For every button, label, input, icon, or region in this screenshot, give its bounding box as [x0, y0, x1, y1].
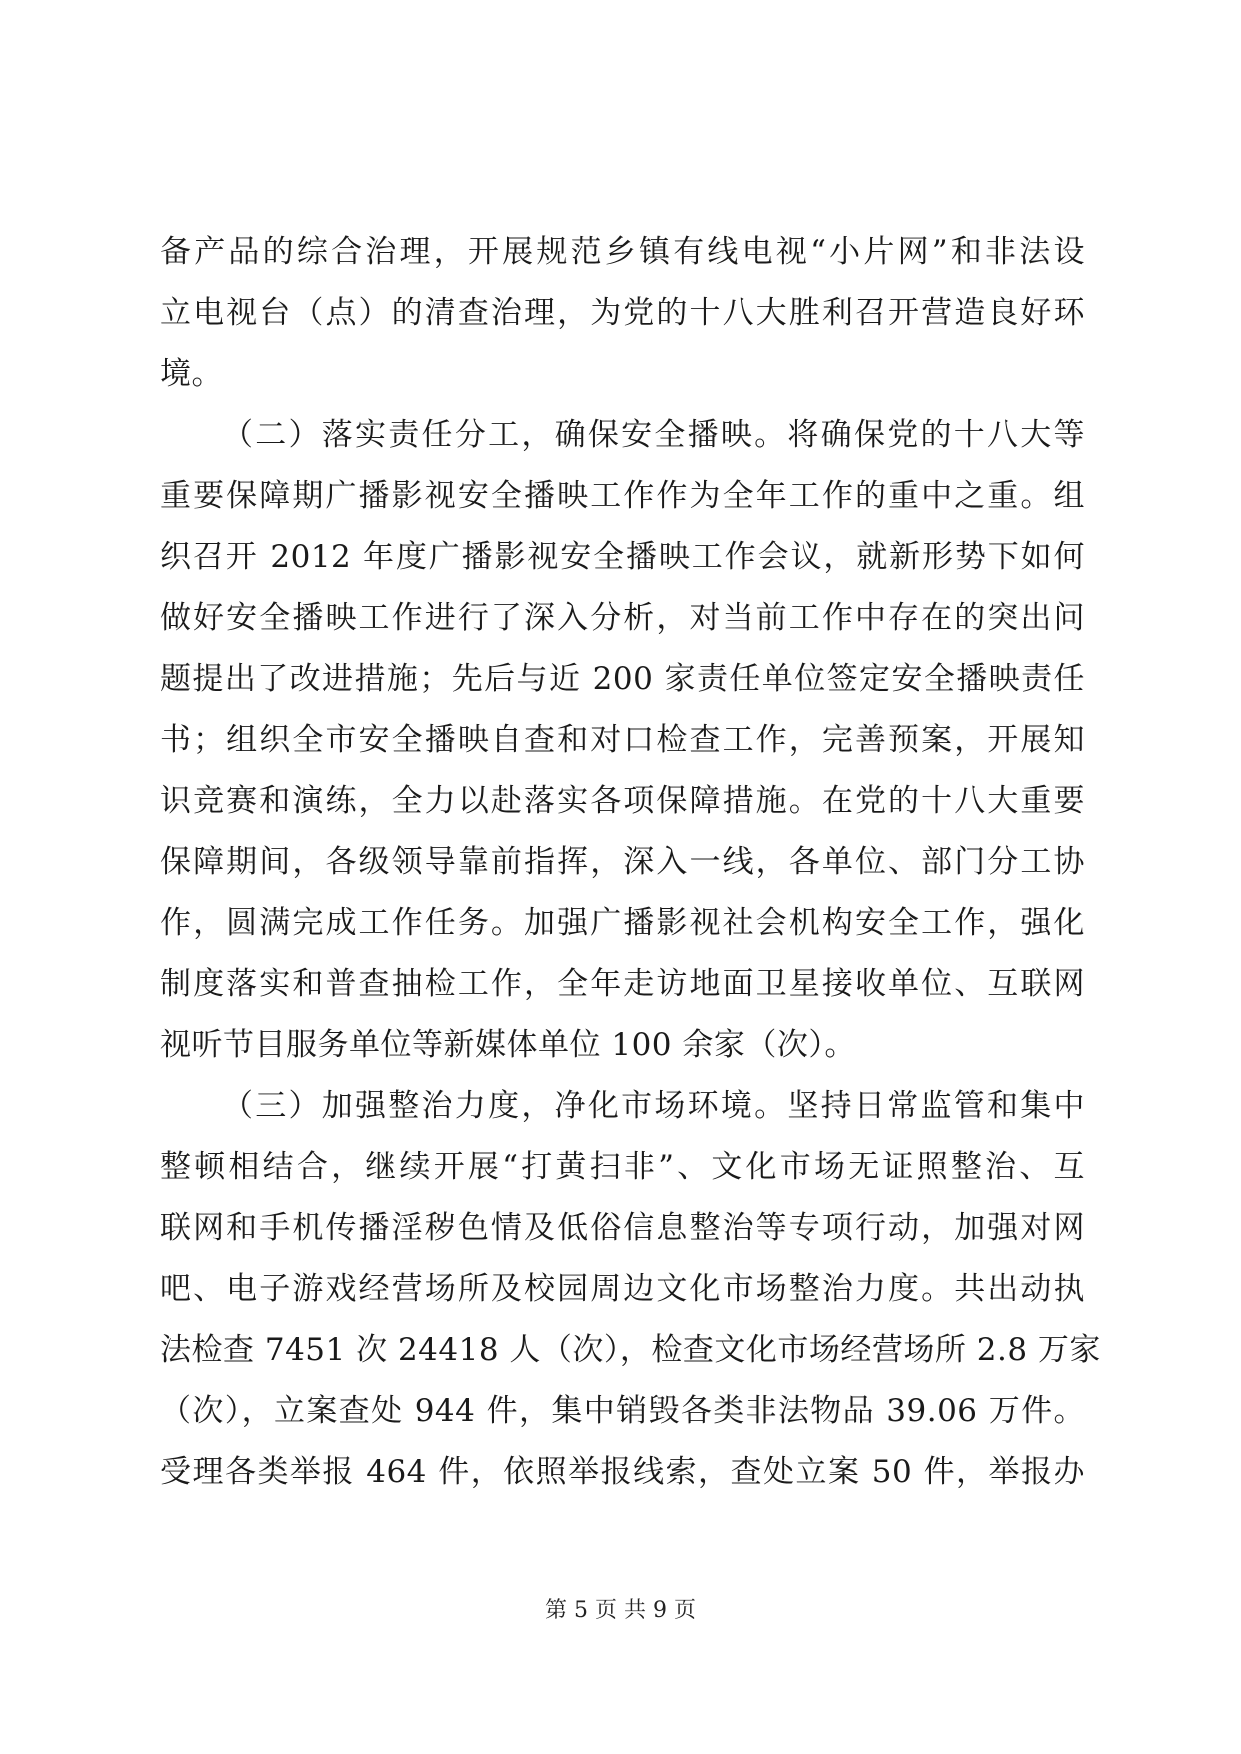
- text-line: 视听节目服务单位等新媒体单位 100 余家（次）。: [160, 1027, 856, 1063]
- text-line: 作，圆满完成工作任务。加强广播影视社会机构安全工作，强化: [160, 905, 1085, 941]
- text-line: 立电视台（点）的清查治理，为党的十八大胜利召开营造良好环: [160, 295, 1085, 331]
- text-line: 保障期间，各级领导靠前指挥，深入一线，各单位、部门分工协: [160, 844, 1085, 880]
- text-line: 联网和手机传播淫秽色情及低俗信息整治等专项行动，加强对网: [160, 1210, 1085, 1246]
- text-line: 整顿相结合，继续开展“打黄扫非”、文化市场无证照整治、互: [160, 1149, 1085, 1185]
- text-line: 受理各类举报 464 件，依照举报线索，查处立案 50 件，举报办: [160, 1454, 1085, 1490]
- text-line: 法检查 7451 次 24418 人（次），检查文化市场经营场所 2.8 万家: [160, 1332, 1101, 1368]
- text-line: （次），立案查处 944 件，集中销毁各类非法物品 39.06 万件。: [160, 1393, 1085, 1429]
- text-line: 识竞赛和演练，全力以赴落实各项保障措施。在党的十八大重要: [160, 783, 1085, 819]
- text-line: 题提出了改进措施；先后与近 200 家责任单位签定安全播映责任: [160, 661, 1085, 697]
- text-line: 重要保障期广播影视安全播映工作作为全年工作的重中之重。组: [160, 478, 1085, 514]
- body-text: [160, 222, 1101, 1503]
- text-line: 书；组织全市安全播映自查和对口检查工作，完善预案，开展知: [160, 722, 1085, 758]
- text-line: 备产品的综合治理，开展规范乡镇有线电视“小片网”和非法设: [160, 234, 1085, 270]
- text-line: 织召开 2012 年度广播影视安全播映工作会议，就新形势下如何: [160, 539, 1085, 575]
- text-line: 做好安全播映工作进行了深入分析，对当前工作中存在的突出问: [160, 600, 1085, 636]
- page-footer: 第 5 页 共 9 页: [545, 1598, 696, 1623]
- text-line: 制度落实和普查抽检工作，全年走访地面卫星接收单位、互联网: [160, 966, 1085, 1002]
- text-line: （三）加强整治力度，净化市场环境。坚持日常监管和集中: [222, 1088, 1085, 1124]
- text-line: （二）落实责任分工，确保安全播映。将确保党的十八大等: [222, 417, 1085, 453]
- text-line: 境。: [160, 356, 223, 392]
- text-line: 吧、电子游戏经营场所及校园周边文化市场整治力度。共出动执: [160, 1271, 1085, 1307]
